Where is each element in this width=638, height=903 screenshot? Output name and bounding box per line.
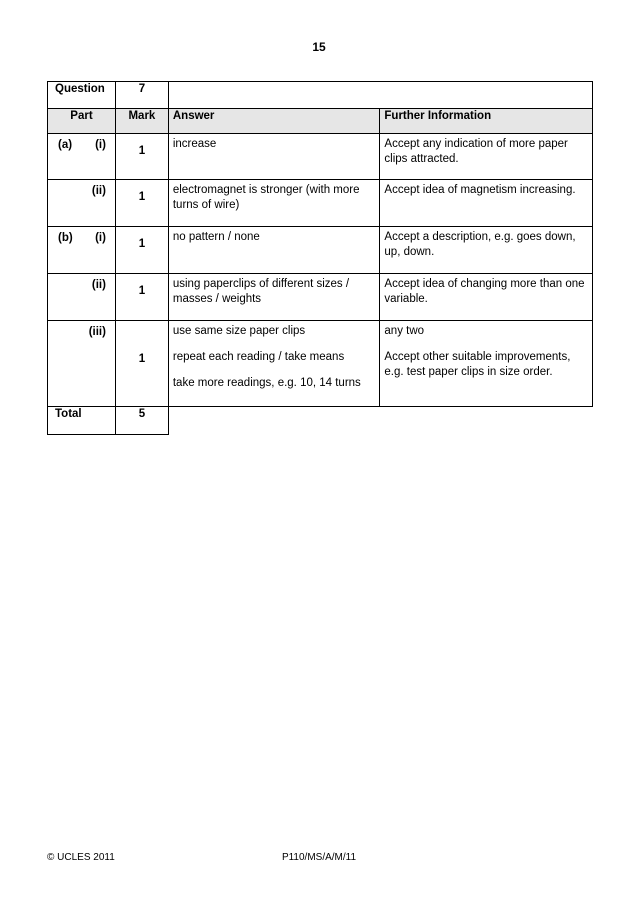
header-answer: Answer: [168, 109, 380, 134]
answer-text: increase: [172, 138, 217, 150]
part-cell: [48, 321, 116, 407]
mark-value: 1: [138, 238, 146, 250]
further-info-cell: [380, 274, 593, 321]
answer-cell: [168, 321, 380, 407]
mark-scheme-table: [47, 81, 593, 435]
answer-text: electromagnet is stronger (with more turns of wire): [172, 184, 360, 211]
answer-cell: [168, 134, 380, 180]
further-info-cell: [380, 180, 593, 227]
mark-value: 1: [138, 353, 146, 365]
part-letter: (b): [58, 232, 73, 244]
part-roman: (iii): [88, 326, 106, 338]
table-row: [48, 227, 593, 274]
question-row-blank: [168, 82, 592, 109]
header-mark: Mark: [115, 109, 168, 134]
part-roman: (ii): [91, 185, 106, 197]
further-info-text: Accept any indication of more paper clips attracted.: [384, 138, 568, 165]
header-row: [48, 109, 593, 134]
part-cell: [48, 227, 116, 274]
answer-text: using paperclips of different sizes / masses / weights: [172, 278, 350, 305]
further-info-text: Accept idea of changing more than one variable.: [384, 278, 585, 305]
total-row: [48, 407, 593, 435]
part-roman: (ii): [91, 279, 106, 291]
answer-cell: [168, 274, 380, 321]
further-info-text: any two: [384, 325, 425, 337]
part-roman: (i): [95, 232, 106, 244]
footer-code: P110/MS/A/M/11: [281, 852, 357, 863]
further-info-cell: [380, 134, 593, 180]
mark-cell: [115, 227, 168, 274]
mark-value: 1: [138, 191, 146, 203]
answer-cell: [168, 227, 380, 274]
table-row: [48, 134, 593, 180]
header-part: Part: [48, 109, 116, 134]
answer-text: repeat each reading / take means: [172, 351, 345, 363]
part-letter: (a): [58, 139, 73, 151]
table-row: [48, 180, 593, 227]
question-label: Question: [48, 82, 116, 109]
total-row-blank: [168, 407, 592, 435]
part-cell: [48, 134, 116, 180]
total-label: Total: [48, 407, 116, 435]
part-cell: [48, 180, 116, 227]
answer-text: use same size paper clips: [172, 325, 306, 337]
further-info-text: Accept a description, e.g. goes down, up, down.: [384, 231, 576, 258]
mark-value: 1: [138, 285, 146, 297]
page-number: 15: [312, 40, 326, 54]
further-info-text: Accept other suitable improvements, e.g. test paper clips in size order.: [384, 351, 571, 378]
part-cell: [48, 274, 116, 321]
header-further-information: Further Information: [380, 109, 593, 134]
table-row: [48, 321, 593, 407]
mark-value: 1: [138, 145, 146, 157]
mark-cell: [115, 180, 168, 227]
part-roman: (i): [95, 139, 106, 151]
mark-cell: [115, 274, 168, 321]
footer-copyright: © UCLES 2011: [47, 852, 115, 863]
answer-text: take more readings, e.g. 10, 14 turns: [172, 377, 361, 389]
answer-text: no pattern / none: [172, 231, 260, 243]
mark-cell: [115, 134, 168, 180]
mark-cell: [115, 321, 168, 407]
total-value: 5: [115, 407, 168, 435]
further-info-cell: [380, 321, 593, 407]
question-number: 7: [115, 82, 168, 109]
question-row: [48, 82, 593, 109]
further-info-cell: [380, 227, 593, 274]
further-info-text: Accept idea of magnetism increasing.: [384, 184, 576, 196]
table-row: [48, 274, 593, 321]
answer-cell: [168, 180, 380, 227]
